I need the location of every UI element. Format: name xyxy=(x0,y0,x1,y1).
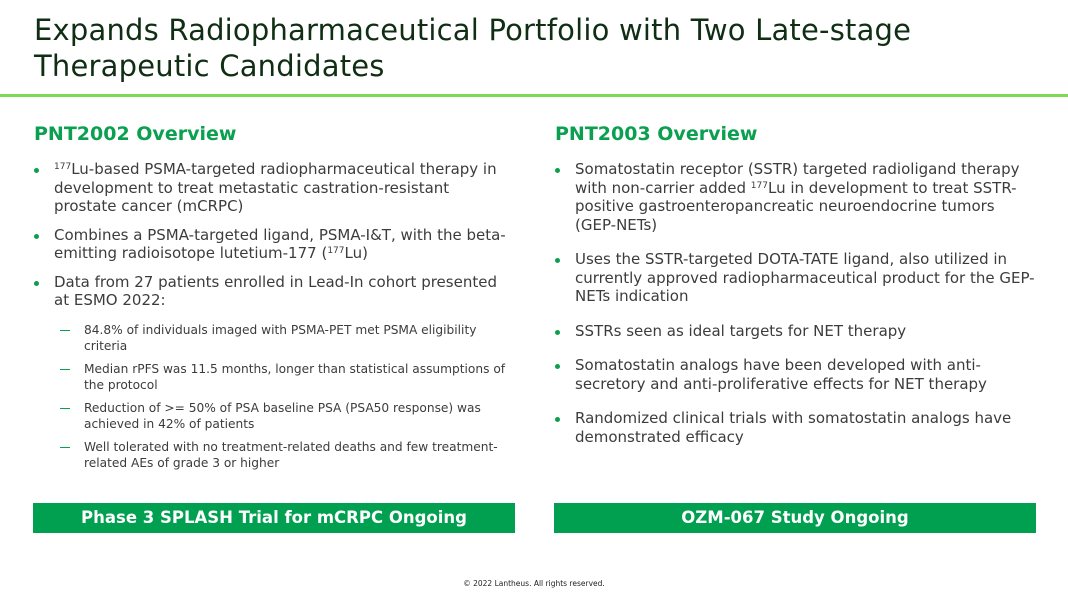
bullet-item xyxy=(555,160,1037,234)
bullet-dot-icon xyxy=(555,258,560,263)
bullet-text: Somatostatin receptor (SSTR) targeted radioligand therapy with non-carrier added xyxy=(575,160,1020,197)
bullet-item xyxy=(555,356,1037,393)
sub-bullet-text: Median rPFS was 11.5 months, longer than statistical assumptions of the protocol xyxy=(84,361,506,392)
pnt2003-column xyxy=(555,122,1037,462)
bullet-text: Uses the SSTR-targeted DOTA-TATE ligand, also utilized in currently approved radiopharmaceutical product for the GEP-NETs indication xyxy=(575,250,1035,305)
sub-bullet-item xyxy=(54,361,516,393)
bullet-text-after: Lu) xyxy=(344,244,368,262)
pnt2003-bullet-list xyxy=(555,160,1037,446)
bullet-text: Lu-based PSMA-targeted radiopharmaceutical therapy in development to treat metastatic castration-resistant prostate cancer (mCRPC) xyxy=(54,160,497,215)
sub-bullet-item xyxy=(54,439,516,471)
splash-trial-banner: Phase 3 SPLASH Trial for mCRPC Ongoing xyxy=(33,503,515,533)
superscript: 177 xyxy=(750,180,768,191)
bullet-dot-icon xyxy=(555,417,560,422)
pnt2002-bullet-list xyxy=(34,160,516,471)
bullet-item xyxy=(555,409,1037,446)
sub-bullet-item xyxy=(54,400,516,432)
bullet-dot-icon xyxy=(555,364,560,369)
bullet-dot-icon xyxy=(34,168,39,173)
copyright-footer: © 2022 Lantheus. All rights reserved. xyxy=(463,579,605,588)
bullet-dot-icon xyxy=(555,330,560,335)
title-divider xyxy=(0,94,1068,97)
dash-icon xyxy=(60,408,70,410)
sub-bullet-text: Well tolerated with no treatment-related deaths and few treatment-related AEs of grade 3 or higher xyxy=(84,439,498,470)
dash-icon xyxy=(60,369,70,371)
bullet-text: Data from 27 patients enrolled in Lead-In cohort presented at ESMO 2022: xyxy=(54,272,497,309)
bullet-item xyxy=(555,322,1037,341)
sub-bullet-text: Reduction of >= 50% of PSA baseline PSA (PSA50 response) was achieved in 42% of patients xyxy=(84,400,481,431)
pnt2002-heading: PNT2002 Overview xyxy=(34,123,237,145)
bullet-item xyxy=(555,250,1037,306)
sub-bullet-text: 84.8% of individuals imaged with PSMA-PET met PSMA eligibility criteria xyxy=(84,322,477,353)
superscript: 177 xyxy=(327,246,345,256)
sub-bullet-list xyxy=(54,322,516,471)
dash-icon xyxy=(60,447,70,449)
slide-title xyxy=(34,12,1034,84)
bullet-text: Combines a PSMA-targeted ligand, PSMA-I&T, with the beta-emitting radioisotope lutetium-177 ( xyxy=(54,225,506,262)
bullet-dot-icon xyxy=(34,281,39,286)
bullet-text: Somatostatin analogs have been developed with anti-secretory and anti-proliferative effects for NET therapy xyxy=(575,356,987,393)
slide-title-line-2: Therapeutic Candidates xyxy=(34,49,385,83)
ozm-067-study-banner: OZM-067 Study Ongoing xyxy=(554,503,1036,533)
sub-bullet-item xyxy=(54,322,516,354)
bullet-dot-icon xyxy=(34,234,39,239)
superscript: 177 xyxy=(54,162,72,172)
bullet-item xyxy=(34,226,516,263)
pnt2003-heading: PNT2003 Overview xyxy=(555,123,758,145)
bullet-item xyxy=(34,160,516,216)
bullet-dot-icon xyxy=(555,168,560,173)
bullet-text: Randomized clinical trials with somatostatin analogs have demonstrated efficacy xyxy=(575,409,1012,446)
bullet-text: SSTRs seen as ideal targets for NET therapy xyxy=(575,321,907,340)
slide-title-line-1: Expands Radiopharmaceutical Portfolio with Two Late-stage xyxy=(34,13,912,47)
bullet-text-after: Lu in development to treat SSTR-positive gastroenteropancreatic neuroendocrine tumors (GEP-NETs) xyxy=(575,178,1017,234)
bullet-item xyxy=(34,273,516,471)
pnt2002-column xyxy=(34,122,516,481)
dash-icon xyxy=(60,330,70,332)
